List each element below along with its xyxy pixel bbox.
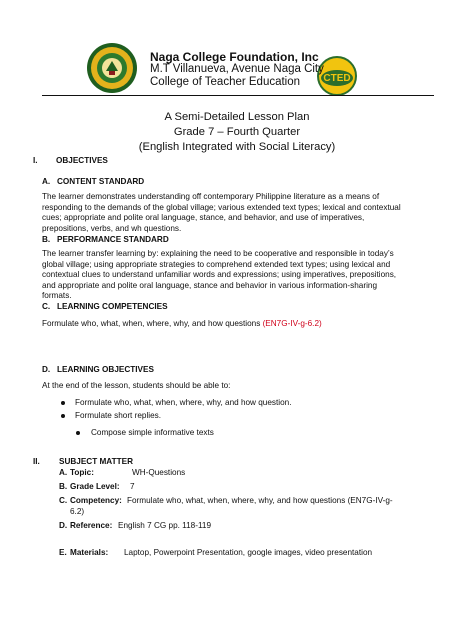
competency-letter: C. (59, 496, 68, 505)
plan-title: A Semi-Detailed Lesson Plan (164, 111, 310, 123)
bullet-icon (76, 431, 80, 435)
section-number: II. (33, 457, 40, 466)
performance-standard-line: The learner transfer learning by: explaining the need to be cooperative and responsible in today’s (42, 249, 394, 258)
grade-level-value: 7 (130, 482, 135, 491)
reference-letter: D. (59, 521, 68, 530)
performance-standard-line: and appropriate and polite oral language, stance and behavior in various information-sharing (42, 280, 377, 290)
content-standard-line: responding to the demands of the global village; various extended text types; lexical and contextual (42, 202, 401, 212)
plan-subject: (English Integrated with Social Literacy) (138, 141, 336, 153)
grade-level-letter: B. (59, 482, 68, 491)
svg-text:CTED: CTED (323, 73, 351, 84)
content-standard-heading: A. CONTENT STANDARD (42, 177, 145, 186)
learning-competencies-heading: C. LEARNING COMPETENCIES (42, 302, 168, 311)
content-standard-line: prepositions, verbs, and wh questions. (42, 223, 182, 233)
competency-value: Formulate who, what, when, where, why, and how questions (EN7G-IV-g- (127, 496, 393, 505)
reference-value: English 7 CG pp. 118-119 (118, 521, 211, 530)
plan-grade: Grade 7 – Fourth Quarter (173, 126, 301, 138)
topic-letter: A. (59, 468, 68, 477)
objective-item: Formulate short replies. (75, 411, 162, 420)
materials-value: Laptop, Powerpoint Presentation, google images, video presentation (124, 548, 373, 557)
content-standard-line: The learner demonstrates understanding off contemporary Philippine literature as a means of (42, 192, 380, 201)
grade-level-label: Grade Level: (70, 482, 120, 491)
topic-value: WH-Questions (132, 468, 186, 477)
learning-objectives-intro: At the end of the lesson, students should be able to: (42, 381, 231, 390)
objective-subitem: Compose simple informative texts (91, 428, 214, 437)
objective-item: Formulate who, what, when, where, why, and how question. (75, 398, 292, 407)
header-divider (42, 95, 434, 96)
section-number: I. (33, 156, 38, 165)
school-seal-logo (86, 42, 138, 94)
materials-label: Materials: (70, 548, 109, 557)
performance-standard-heading: B. PERFORMANCE STANDARD (42, 235, 169, 244)
learning-objectives-heading: D. LEARNING OBJECTIVES (42, 365, 154, 374)
competency-value-cont: 6.2) (70, 507, 85, 516)
competency-label: Competency: (70, 496, 122, 505)
competency-text (42, 318, 437, 329)
school-address: M.T Villanueva, Avenue Naga City (150, 63, 324, 75)
performance-standard-line: formats. (42, 291, 72, 300)
school-name: Naga College Foundation, Inc (150, 50, 319, 64)
performance-standard-line: contextual clues to understand unfamiliar words and expressions; using imperatives, prepositions, (42, 270, 397, 279)
competency-statement: Formulate who, what, when, where, why, and how questions (42, 319, 263, 328)
performance-standard-line: global village; using appropriate strategies to comprehend extended text types; using lexical and (42, 259, 391, 269)
section-heading-subject-matter: SUBJECT MATTER (59, 457, 133, 466)
college-name: College of Teacher Education (150, 76, 301, 88)
bullet-icon (61, 414, 65, 418)
reference-label: Reference: (70, 521, 113, 530)
section-heading-objectives: OBJECTIVES (56, 156, 108, 165)
bullet-icon (61, 401, 65, 405)
topic-label: Topic: (70, 468, 94, 477)
materials-letter: E. (59, 548, 67, 557)
competency-code: (EN7G-IV-g-6.2) (262, 319, 322, 328)
content-standard-line: cues; appropriate and polite oral language, stance, and behavior, and use of imperatives, (42, 213, 365, 222)
